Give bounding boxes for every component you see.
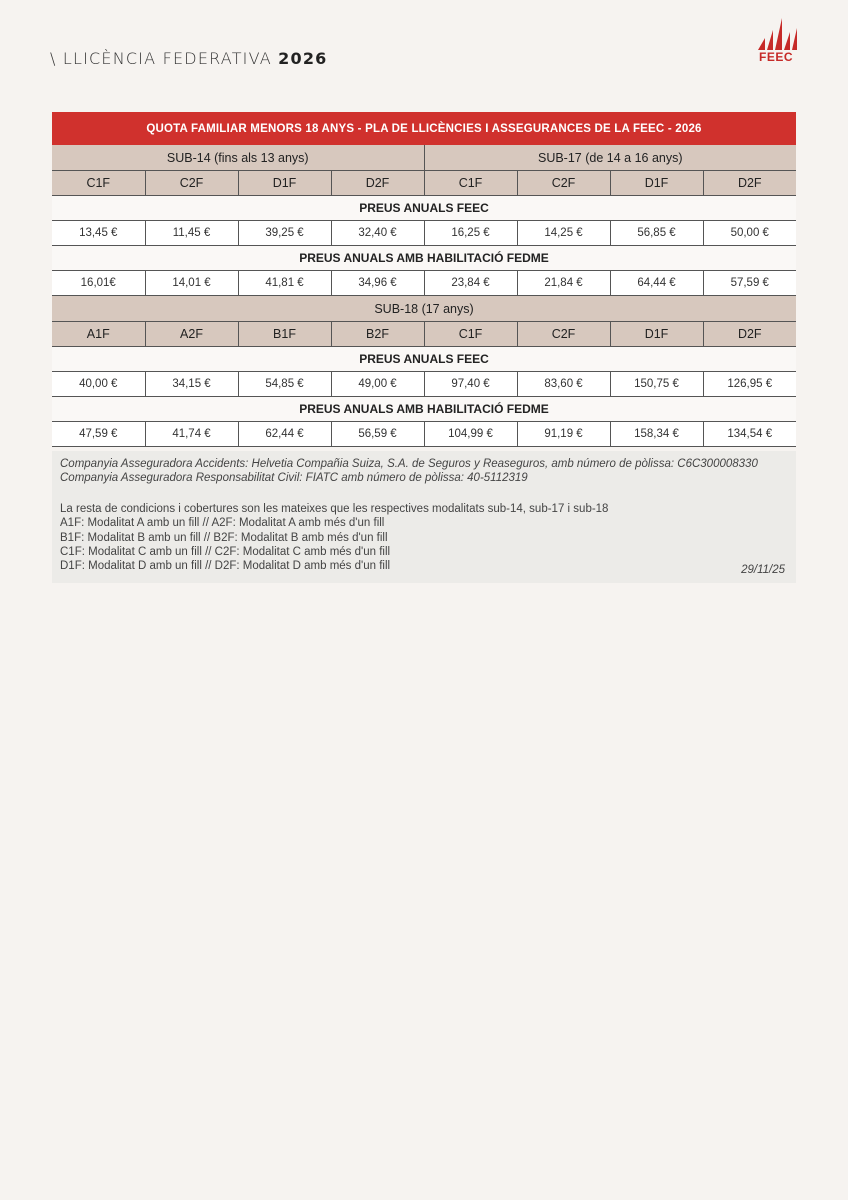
price-cell: 54,85 € [238,372,331,397]
legend-line-c: C1F: Modalitat C amb un fill // C2F: Modalitat C amb més d'un fill [60,546,391,559]
section-row [52,246,796,271]
document-title [50,49,328,68]
price-cell: 150,75 € [610,372,703,397]
code-cell: A2F [145,322,238,347]
price-cell: 14,25 € [517,221,610,246]
price-cell: 16,01€ [52,271,145,296]
value-row-fedme-b [52,422,796,447]
price-cell: 50,00 € [703,221,796,246]
code-cell: B2F [331,322,424,347]
feec-logo [752,16,800,68]
insurer-civil-note: Companyia Asseguradora Responsabilitat Civil: FIATC amb número de pòlissa: 40-5112319 [60,472,528,485]
price-cell: 49,00 € [331,372,424,397]
insurer-accidents-note: Companyia Asseguradora Accidents: Helvetia Compañia Suiza, S.A. de Seguros y Reaseguros, amb número de pòlissa: C6C300008330 [60,458,758,470]
section-label-feec: PREUS ANUALS FEEC [52,196,796,221]
code-cell: B1F [238,322,331,347]
value-row-feec-a [52,221,796,246]
code-cell: C1F [52,171,145,196]
price-cell: 23,84 € [424,271,517,296]
value-row-fedme-a [52,271,796,296]
logo-text: FEEC [758,50,793,64]
price-cell: 62,44 € [238,422,331,447]
code-cell: D2F [703,171,796,196]
section-row [52,196,796,221]
code-cell: D2F [703,322,796,347]
price-cell: 134,54 € [703,422,796,447]
price-cell: 14,01 € [145,271,238,296]
price-cell: 16,25 € [424,221,517,246]
section-label-fedme: PREUS ANUALS AMB HABILITACIÓ FEDME [52,246,796,271]
document-date: 29/11/25 [741,563,785,576]
group-sub14: SUB-14 (fins als 13 anys) [52,145,424,171]
mountain-logo-icon [752,16,800,52]
price-cell: 158,34 € [610,422,703,447]
price-cell: 97,40 € [424,372,517,397]
group-row-a [52,145,796,171]
legend-line-b: B1F: Modalitat B amb un fill // B2F: Modalitat B amb més d'un fill [60,531,388,544]
price-cell: 47,59 € [52,422,145,447]
price-cell: 11,45 € [145,221,238,246]
group-sub18: SUB-18 (17 anys) [52,296,796,322]
price-cell: 41,74 € [145,422,238,447]
price-cell: 21,84 € [517,271,610,296]
notes-panel [52,451,796,583]
price-cell: 32,40 € [331,221,424,246]
price-cell: 34,15 € [145,372,238,397]
code-cell: C2F [517,322,610,347]
price-cell: 41,81 € [238,271,331,296]
price-cell: 40,00 € [52,372,145,397]
section-row [52,397,796,422]
group-sub17: SUB-17 (de 14 a 16 anys) [424,145,796,171]
price-cell: 56,59 € [331,422,424,447]
section-label-fedme: PREUS ANUALS AMB HABILITACIÓ FEDME [52,397,796,422]
price-cell: 83,60 € [517,372,610,397]
table-title-row [52,112,796,145]
document-title-text: \ LLICÈNCIA FEDERATIVA [50,49,272,68]
code-row-b [52,322,796,347]
price-cell: 126,95 € [703,372,796,397]
conditions-note: La resta de condicions i cobertures son les mateixes que les respectives modalitats sub-14, sub-17 i sub-18 [60,502,609,515]
price-table [52,112,796,447]
legend-line-a: A1F: Modalitat A amb un fill // A2F: Modalitat A amb més d'un fill [60,517,385,530]
code-cell: D1F [238,171,331,196]
price-cell: 39,25 € [238,221,331,246]
code-cell: A1F [52,322,145,347]
code-cell: D1F [610,322,703,347]
price-cell: 104,99 € [424,422,517,447]
code-row-a [52,171,796,196]
section-label-feec: PREUS ANUALS FEEC [52,347,796,372]
section-row [52,347,796,372]
legend-line-d: D1F: Modalitat D amb un fill // D2F: Modalitat D amb més d'un fill [60,560,391,573]
value-row-feec-b [52,372,796,397]
price-cell: 13,45 € [52,221,145,246]
table-title: QUOTA FAMILIAR MENORS 18 ANYS - PLA DE LLICÈNCIES I ASSEGURANCES DE LA FEEC - 2026 [52,112,796,145]
price-cell: 34,96 € [331,271,424,296]
price-cell: 64,44 € [610,271,703,296]
code-cell: C1F [424,171,517,196]
code-cell: C1F [424,322,517,347]
code-cell: D2F [331,171,424,196]
code-cell: C2F [517,171,610,196]
price-cell: 57,59 € [703,271,796,296]
group-row-b [52,296,796,322]
price-cell: 56,85 € [610,221,703,246]
document-title-year: 2026 [278,49,328,68]
price-cell: 91,19 € [517,422,610,447]
code-cell: D1F [610,171,703,196]
code-cell: C2F [145,171,238,196]
